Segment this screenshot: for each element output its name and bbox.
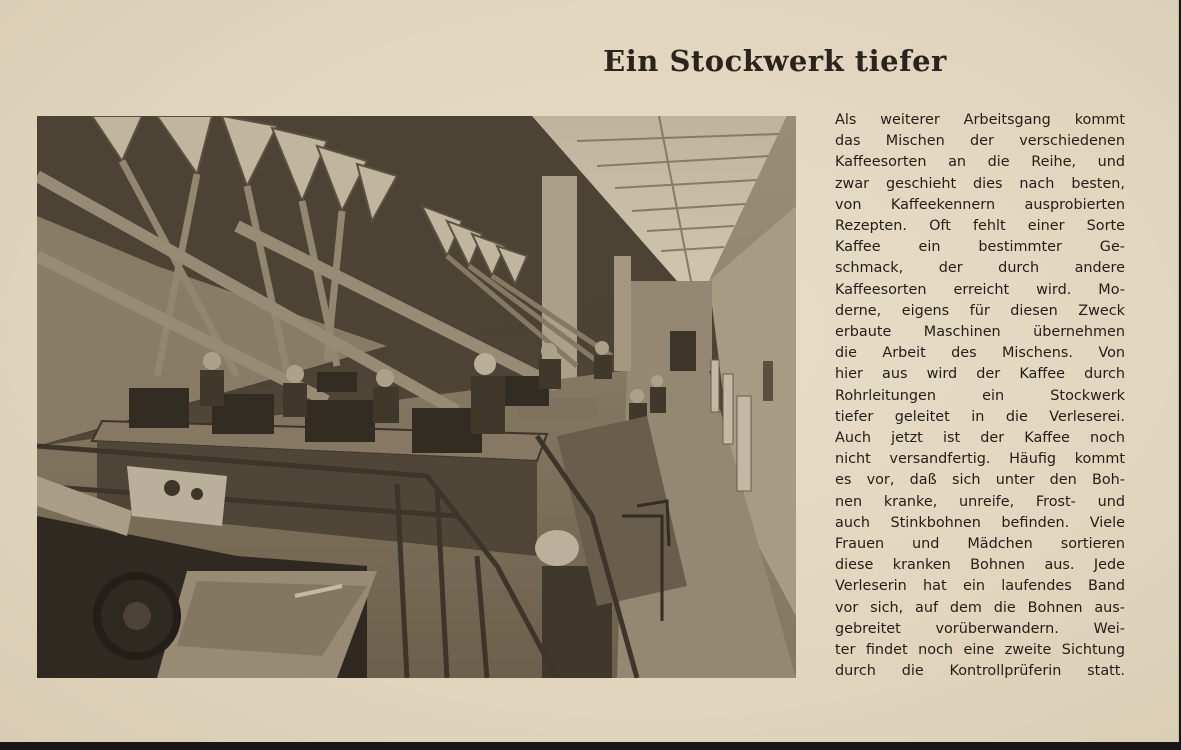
body-line: diese kranken Bohnen aus. Jede: [835, 557, 1125, 574]
body-line: das Mischen der verschiedenen: [835, 133, 1125, 150]
body-line: gebreitet vorüberwandern. Wei-: [835, 620, 1125, 637]
body-line: durch die Kontrollprüferin statt.: [835, 663, 1125, 680]
body-line: erbaute Maschinen übernehmen: [835, 324, 1125, 341]
body-line: Verleserin hat ein laufendes Band: [835, 578, 1125, 595]
body-line: Rohrleitungen ein Stockwerk: [835, 387, 1125, 404]
body-line: Rezepten. Oft fehlt einer Sorte: [835, 218, 1125, 235]
page-title: Ein Stockwerk tiefer: [603, 44, 947, 78]
body-line: Auch jetzt ist der Kaffee noch: [835, 430, 1125, 447]
body-line: zwar geschieht dies nach besten,: [835, 175, 1125, 192]
article-body: [835, 110, 1125, 682]
body-line: die Arbeit des Mischens. Von: [835, 345, 1125, 362]
factory-sorting-hall-photo: [37, 116, 796, 678]
body-line: von Kaffeekennern ausprobierten: [835, 196, 1125, 213]
body-line: nen kranke, unreife, Frost- und: [835, 493, 1125, 510]
body-line: derne, eigens für diesen Zweck: [835, 302, 1125, 319]
body-line: Frauen und Mädchen sortieren: [835, 536, 1125, 553]
body-line: Kaffee ein bestimmter Ge-: [835, 239, 1125, 256]
body-line: schmack, der durch andere: [835, 260, 1125, 277]
body-line: auch Stinkbohnen befinden. Viele: [835, 514, 1125, 531]
body-line: tiefer geleitet in die Verleserei.: [835, 408, 1125, 425]
body-line: vor sich, auf dem die Bohnen aus-: [835, 599, 1125, 616]
body-line: es vor, daß sich unter den Boh-: [835, 472, 1125, 489]
body-line: Kaffeesorten an die Reihe, und: [835, 154, 1125, 171]
body-line: Kaffeesorten erreicht wird. Mo-: [835, 281, 1125, 298]
body-line: Als weiterer Arbeitsgang kommt: [835, 112, 1125, 128]
body-line: nicht versandfertig. Häufig kommt: [835, 451, 1125, 468]
body-line: hier aus wird der Kaffee durch: [835, 366, 1125, 383]
body-line: ter findet noch eine zweite Sichtung: [835, 642, 1125, 659]
